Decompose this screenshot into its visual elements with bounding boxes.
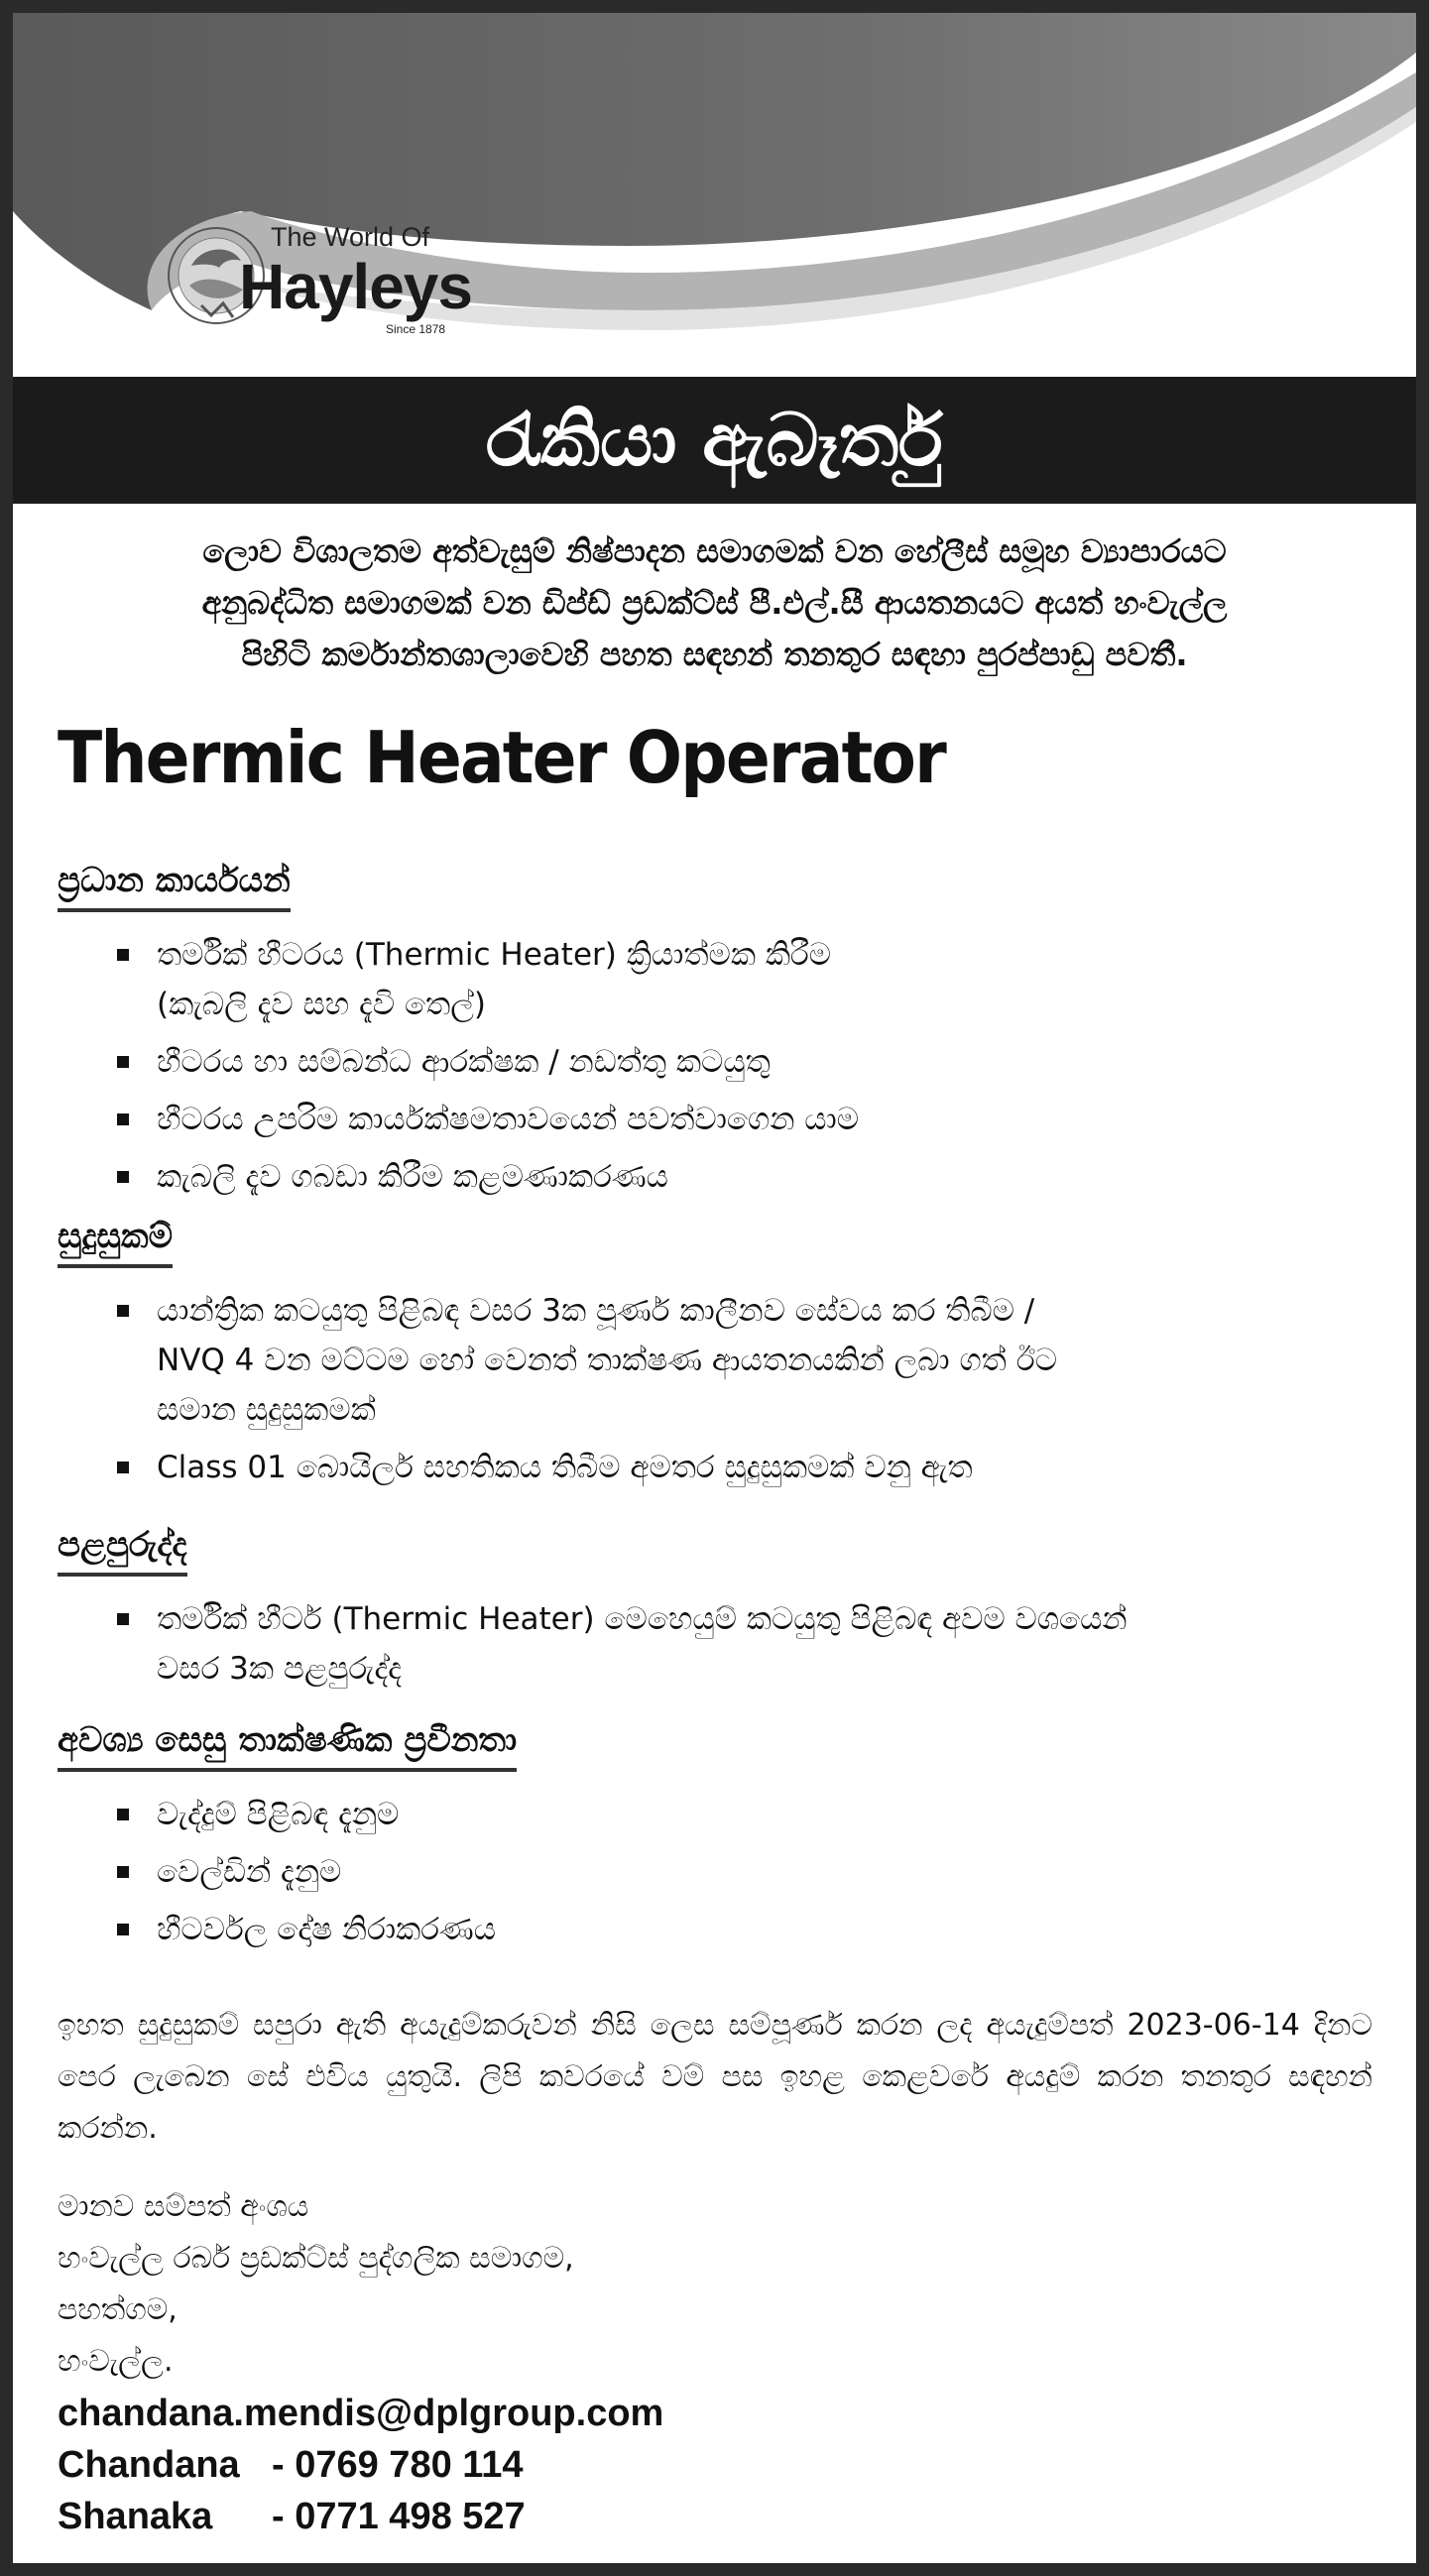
list-item: වැද්දුම් පිළිබඳ දැනුම (117, 1790, 1386, 1839)
contact-phone[interactable]: - 0771 498 527 (272, 2496, 526, 2537)
list-item: තර්මික් හීටරය (Thermic Heater) ක්‍රියාත්මක කිරීම (කැබලි දැව සහ දැවි තෙල්) (117, 930, 1386, 1029)
heading-bar (13, 377, 1416, 504)
logo-wordmark: Hayleys (239, 251, 472, 322)
intro-line: ලොව විශාලතම අත්වැසුම් නිෂ්පාදන සමාගමක් වන හේලීස් සමූහ ව්‍යාපාරයට (202, 532, 1227, 570)
list-item: යාන්ත්‍රික කටයුතු පිළිබඳ වසර 3ක පූර්ණ කාලීනව සේවය කර තිබීම / NVQ 4 වන මට්ටම හෝ වෙනත් තාක්ෂණ ආයතනයකින් ලබා ගත් ඊට සමාන සුදුසුකමක් (117, 1286, 1386, 1435)
list-item: කැබලි දැව ගබඩා කිරීම කළමණාකරණය (117, 1152, 1386, 1202)
logo-tagline: The World Of (271, 222, 430, 252)
section-technical-skills (58, 1720, 1386, 1962)
list-item: තර්මික් හීටර් (Thermic Heater) මෙහෙයුම් කටයුතු පිළිබඳ අවම වශයෙන් වසර 3ක පළපුරුද්ද (117, 1594, 1386, 1694)
email-link[interactable]: chandana.mendis@dplgroup.com (58, 2393, 664, 2434)
section-heading: පළපුරුද්ද (58, 1525, 187, 1577)
section-heading: ප්‍රධාන කාර්යයන් (58, 861, 291, 912)
intro-line: අනුබද්ධිත සමාගමක් වන ඩිප්ඩ් ප්‍රඩක්ට්ස් පී.එල්.සී ආයතනයට අයත් හංවැල්ල (201, 584, 1228, 622)
list-item: හීටර්වල දෝෂ නිරාකරණය (117, 1905, 1386, 1954)
contact-name: Chandana (58, 2444, 240, 2486)
list-item: Class 01 බොයිලර් සහතිකය තිබීම අමතර සුදුසුකමක් වනු ඇත (117, 1443, 1386, 1492)
intro-text (40, 526, 1389, 680)
section-heading: සුදුසුකම් (58, 1217, 173, 1268)
section-experience (58, 1525, 1386, 1701)
contact-details (58, 2388, 663, 2542)
section-duties (58, 861, 1386, 1210)
postal-address (58, 2181, 574, 2388)
page-heading: රැකියා ඇබෑර්තු (486, 397, 943, 483)
address-line: පහත්ගම, (58, 2292, 178, 2327)
intro-line: පිහිටි කර්මාන්තශාලාවෙහි පහත සඳහන් තනතුර සඳහා පුරප්පාඩු පවතී. (241, 636, 1188, 673)
contact-phone[interactable]: - 0769 780 114 (272, 2444, 524, 2486)
address-line: මානව සම්පත් අංශය (58, 2189, 309, 2224)
list-item: හීටරය උපරිම කාර්යක්ෂමතාවයෙන් පවත්වාගෙන යාම (117, 1095, 1386, 1144)
logo-since: Since 1878 (386, 322, 446, 336)
contact-row (58, 2439, 663, 2491)
section-heading: අවශ්‍ය සෙසු තාක්ෂණික ප්‍රවීනතා (58, 1720, 517, 1772)
list-item: වෙල්ඩින් දැනුම (117, 1847, 1386, 1897)
address-line: හංවැල්ල රබර් ප්‍රඩක්ට්ස් පුද්ගලික සමාගම, (58, 2241, 574, 2276)
list-item: හීටරය හා සම්බන්ධ ආරක්ෂක / නඩත්තු කටයුතු (117, 1037, 1386, 1087)
section-qualifications (58, 1217, 1386, 1500)
contact-name: Shanaka (58, 2496, 213, 2537)
hayleys-logo (162, 206, 489, 377)
header-banner (13, 13, 1416, 377)
job-title: Thermic Heater Operator (58, 716, 945, 799)
address-line: හංවැල්ල. (58, 2344, 174, 2379)
contact-row (58, 2491, 663, 2542)
application-instructions: ඉහත සුදුසුකම් සපුරා ඇති අයැදුම්කරුවන් නිසි ලෙස සම්පූර්ණ කරන ලද අයැදුම්පත් 2023-06-14 දිනට පෙර ලැබෙන සේ එවිය යුතුයි. ලිපි කවරයේ වම් පස ඉහළ කෙළවරේ අයදුම් කරන තනතුර සඳහන් කරන්න. (58, 2008, 1372, 2146)
